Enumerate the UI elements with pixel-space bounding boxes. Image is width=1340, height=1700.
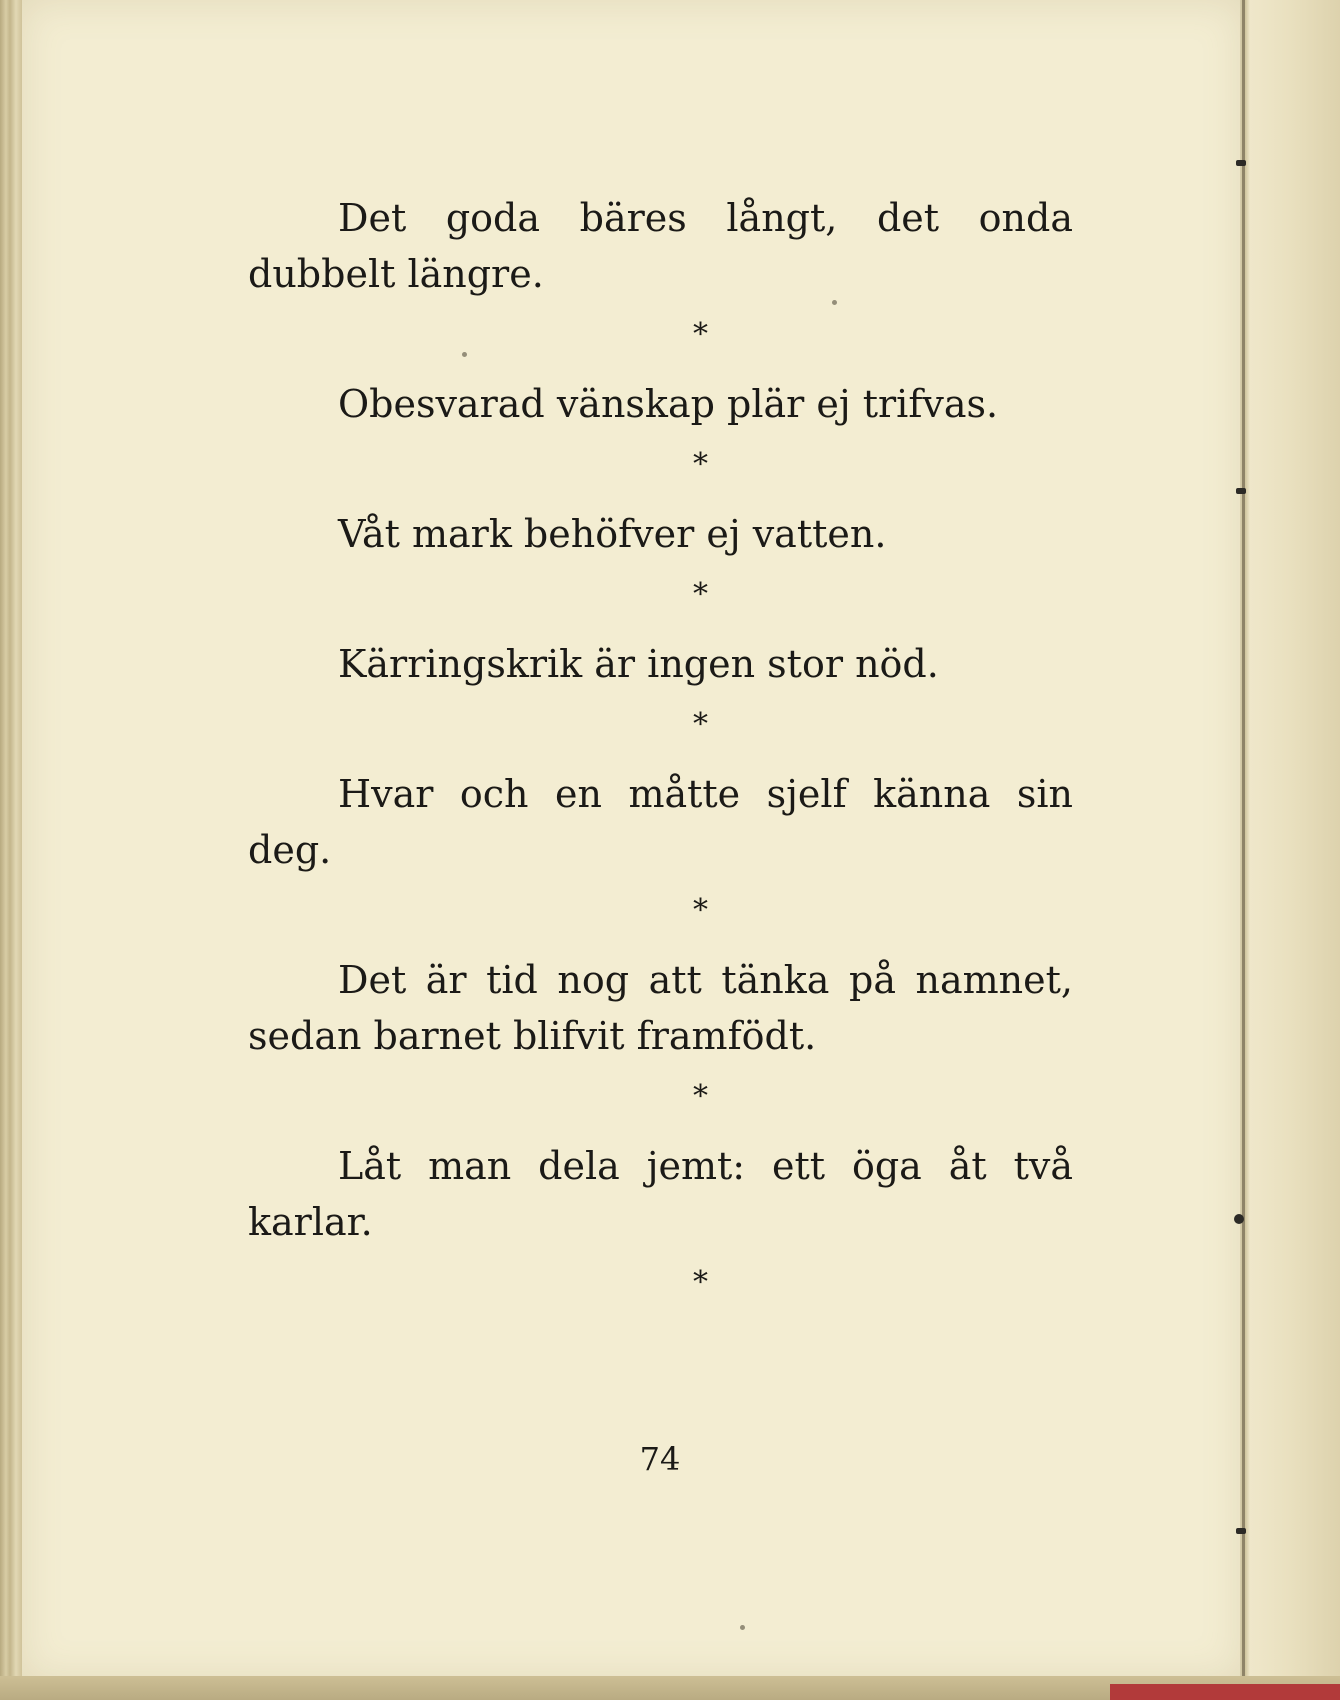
proverb-text: Våt mark behöfver ej vatten. <box>338 512 887 556</box>
spine-line <box>1242 0 1245 1700</box>
separator-asterisk: * <box>693 317 708 352</box>
proverb-text: Hvar och en måtte sjelf känna sin deg. <box>248 772 1073 872</box>
proverb-text: Kärringskrik är ingen stor nöd. <box>338 642 939 686</box>
separator-asterisk: * <box>693 1079 708 1114</box>
separator-asterisk: * <box>693 577 708 612</box>
proverb-text: Det goda bäres långt, det onda dubbelt längre. <box>248 196 1073 296</box>
paper-speck <box>740 1625 745 1630</box>
proverb-text: Det är tid nog att tänka på namnet, sedan barnet blifvit framfödt. <box>248 958 1073 1058</box>
separator-asterisk: * <box>693 1265 708 1300</box>
proverb-text: Låt man dela jemt: ett öga åt två karlar. <box>248 1144 1073 1244</box>
separator-asterisk: * <box>693 707 708 742</box>
binding-thread-mark <box>1236 160 1246 166</box>
page-number: 74 <box>639 1440 681 1478</box>
book-binding-edge <box>1240 0 1340 1700</box>
binding-thread-mark <box>1234 1214 1244 1224</box>
proverb-text: Obesvarad vänskap plär ej trifvas. <box>338 382 999 426</box>
binding-thread-mark <box>1236 488 1246 494</box>
red-cover-edge <box>1110 1684 1340 1700</box>
proverb-list <box>248 190 1073 1324</box>
separator-asterisk: * <box>693 893 708 928</box>
binding-thread-mark <box>1236 1528 1246 1534</box>
separator-asterisk: * <box>693 447 708 482</box>
